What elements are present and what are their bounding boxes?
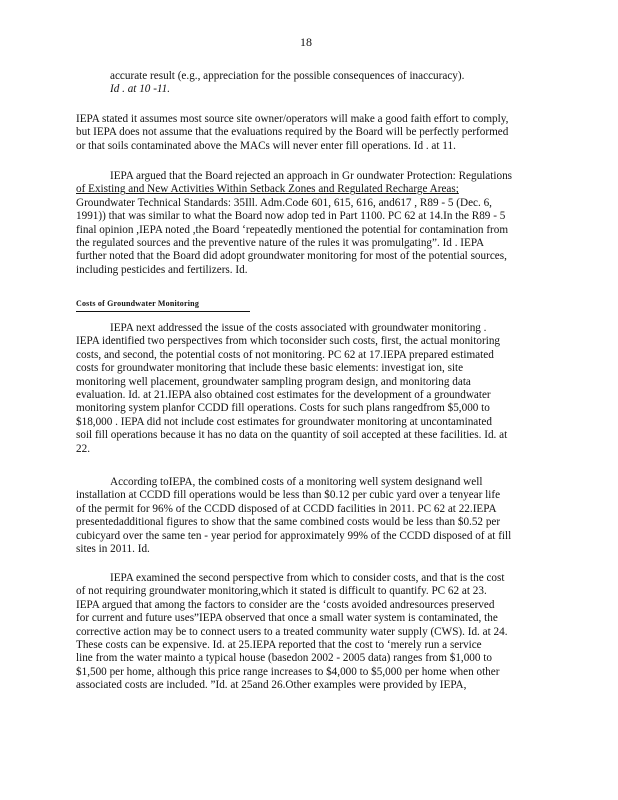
page-number: 18 bbox=[300, 35, 312, 49]
paragraph-line: monitoring well placement, groundwater sampling program design, and monitoring data bbox=[76, 375, 471, 388]
paragraph-line: line from the water mainto a typical house (basedon 2002 - 2005 data) ranges from $1,000 to bbox=[76, 652, 492, 665]
paragraph-line: for current and future uses”IEPA observed that once a small water system is contaminated, the bbox=[76, 612, 498, 625]
paragraph-line: but IEPA does not assume that the evaluations required by the Board will be perfectly performed bbox=[76, 126, 509, 139]
paragraph-line: Groundwater Technical Standards: 35Ill. Adm.Code 601, 615, 616, and617 , R89 - 5 (Dec. 6, bbox=[76, 196, 492, 209]
paragraph-line: corrective action may be to connect users to a treated community water supply (CWS). Id. at 24. bbox=[76, 625, 508, 638]
paragraph-line: installation at CCDD fill operations would be less than $0.12 per cubic yard over a tenyear life bbox=[76, 489, 501, 502]
quote-citation: Id . at 10 -11. bbox=[110, 83, 171, 96]
paragraph-2 bbox=[76, 170, 540, 277]
paragraph-line: soil fill operations because it has no data on the quantity of soil accepted at these facilities. Id. at bbox=[76, 429, 508, 442]
paragraph-line: $1,500 per home, although this price range increases to $4,000 to $5,000 per home when other bbox=[76, 665, 500, 678]
paragraph-1 bbox=[76, 113, 540, 153]
paragraph-line: the regulated sources and the preventive nature of the rules it was promulgating”. Id . IEPA bbox=[76, 237, 485, 250]
paragraph-line: IEPA identified two perspectives from which toconsider such costs, first, the actual monitoring bbox=[76, 335, 501, 348]
paragraph-line: $18,000 . IEPA did not include cost estimates for groundwater monitoring at uncontaminated bbox=[76, 415, 492, 428]
paragraph-line: of the permit for 96% of the CCDD disposed of at CCDD facilities in 2011. PC 62 at 22.IEPA bbox=[76, 502, 497, 515]
paragraph-line: of not requiring groundwater monitoring,which it stated is difficult to quantify. PC 62 at 23. bbox=[76, 585, 487, 598]
paragraph-line: According toIEPA, the combined costs of a monitoring well system designand well bbox=[110, 476, 483, 488]
paragraph-line: IEPA argued that among the factors to consider are the ‘costs avoided andresources preserved bbox=[76, 598, 495, 611]
paragraph-3 bbox=[76, 322, 540, 456]
paragraph-line: IEPA stated it assumes most source site owner/operators will make a good faith effort to comply, bbox=[76, 113, 509, 125]
paragraph-line: IEPA next addressed the issue of the costs associated with groundwater monitoring . bbox=[110, 322, 487, 334]
paragraph-line: final opinion ,IEPA noted ,the Board ‘repeatedly mentioned the potential for contamination from bbox=[76, 223, 509, 236]
quote-line: accurate result (e.g., appreciation for the possible consequences of inaccuracy). bbox=[110, 70, 465, 82]
paragraph-line: 1991)) that was similar to what the Board now adop ted in Part 1100. PC 62 at 14.In the R89 - 5 bbox=[76, 210, 506, 223]
paragraph-line: of Existing and New Activities Within Setback Zones and Regulated Recharge Areas; bbox=[76, 183, 459, 196]
paragraph-line: including pesticides and fertilizers. Id. bbox=[76, 263, 248, 276]
paragraph-line: cubicyard over the same ten - year period for approximately 99% of the CCDD disposed of at fill bbox=[76, 529, 512, 542]
paragraph-4 bbox=[76, 476, 540, 556]
paragraph-line: 22. bbox=[76, 442, 90, 455]
paragraph-line: sites in 2011. Id. bbox=[76, 543, 150, 556]
paragraph-line: These costs can be expensive. Id. at 25.IEPA reported that the cost to ‘merely run a service bbox=[76, 639, 482, 652]
paragraph-line: presentedadditional figures to show that the same combined costs would be less than $0.52 per bbox=[76, 516, 501, 529]
paragraph-line: IEPA argued that the Board rejected an approach in Gr oundwater Protection: Regulations bbox=[110, 170, 513, 182]
paragraph-line: or that soils contaminated above the MACs will never enter fill operations. Id . at 11. bbox=[76, 139, 456, 152]
paragraph-line: IEPA examined the second perspective from which to consider costs, and that is the cost bbox=[110, 572, 505, 584]
quote-block bbox=[110, 70, 530, 97]
paragraph-5 bbox=[76, 572, 540, 693]
section-heading: Costs of Groundwater Monitoring bbox=[76, 297, 250, 312]
paragraph-line: evaluation. Id. at 21.IEPA also obtained cost estimates for the development of a groundwater bbox=[76, 389, 491, 402]
paragraph-line: costs for groundwater monitoring that include these basic elements: investigat ion, site bbox=[76, 362, 464, 375]
paragraph-line: associated costs are included. ”Id. at 25and 26.Other examples were provided by IEPA, bbox=[76, 679, 467, 692]
paragraph-line: monitoring system planfor CCDD fill operations. Costs for such plans rangedfrom $5,000 to bbox=[76, 402, 490, 415]
paragraph-line: costs, and second, the potential costs of not monitoring. PC 62 at 17.IEPA prepared estimated bbox=[76, 348, 494, 361]
paragraph-line: further noted that the Board did adopt groundwater monitoring for most of the potential sources, bbox=[76, 250, 507, 263]
